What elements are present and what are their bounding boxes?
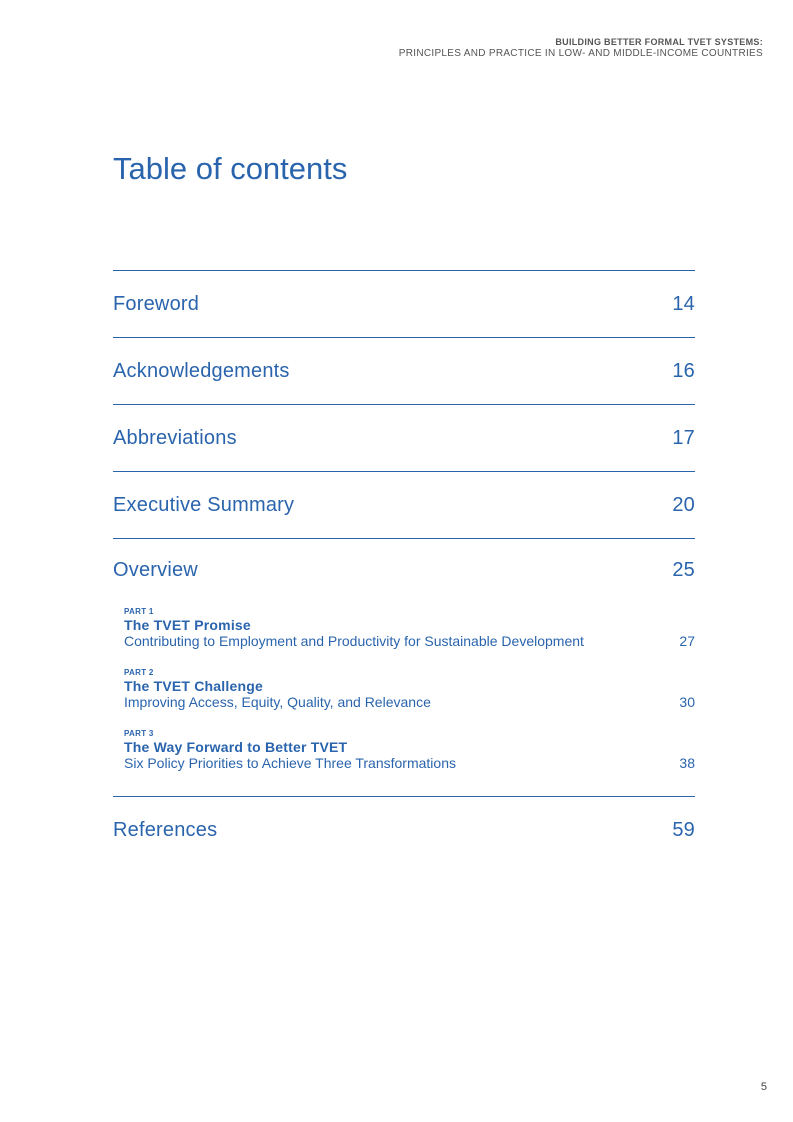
toc-entry-page: 16 bbox=[672, 359, 695, 382]
part-subtitle: Improving Access, Equity, Quality, and Relevance bbox=[124, 694, 431, 710]
toc-entry-title: Acknowledgements bbox=[113, 359, 290, 382]
toc-entry-title: References bbox=[113, 818, 218, 841]
toc-entry-abbreviations[interactable] bbox=[113, 405, 695, 471]
part-page: 30 bbox=[679, 694, 695, 710]
page-title: Table of contents bbox=[113, 151, 348, 186]
part-label: PART 1 bbox=[124, 607, 154, 616]
toc-part-3[interactable] bbox=[124, 728, 695, 772]
part-row bbox=[124, 755, 695, 772]
toc-entry-references[interactable] bbox=[113, 797, 695, 863]
toc-entry-foreword[interactable] bbox=[113, 271, 695, 337]
toc-entry-title: Executive Summary bbox=[113, 493, 295, 516]
part-title: The Way Forward to Better TVET bbox=[124, 739, 348, 755]
toc-entry-page: 25 bbox=[672, 559, 695, 581]
part-subtitle: Six Policy Priorities to Achieve Three Transformations bbox=[124, 755, 456, 771]
toc-entry-acknowledgements[interactable] bbox=[113, 338, 695, 404]
toc-entry-title: Foreword bbox=[113, 292, 200, 315]
running-header bbox=[399, 36, 763, 60]
part-title: The TVET Promise bbox=[124, 617, 251, 633]
toc-entry-title: Overview bbox=[113, 559, 198, 581]
part-row bbox=[124, 694, 695, 711]
toc-entry-page: 20 bbox=[672, 493, 695, 516]
overview-parts bbox=[113, 582, 695, 796]
toc-entry-page: 14 bbox=[672, 292, 695, 315]
part-row bbox=[124, 633, 695, 650]
toc-entry-page: 59 bbox=[672, 818, 695, 841]
header-title: BUILDING BETTER FORMAL TVET SYSTEMS: bbox=[555, 37, 763, 47]
part-label: PART 3 bbox=[124, 729, 154, 738]
part-page: 27 bbox=[679, 633, 695, 649]
part-page: 38 bbox=[679, 755, 695, 771]
toc-part-2[interactable] bbox=[124, 667, 695, 711]
toc-entry-executive-summary[interactable] bbox=[113, 472, 695, 538]
header-subtitle: PRINCIPLES AND PRACTICE IN LOW- AND MIDDLE-INCOME COUNTRIES bbox=[398, 48, 763, 59]
part-subtitle: Contributing to Employment and Productivity for Sustainable Development bbox=[124, 633, 584, 649]
table-of-contents bbox=[113, 270, 695, 863]
page-number: 5 bbox=[760, 1081, 767, 1093]
part-title: The TVET Challenge bbox=[124, 678, 263, 694]
part-label: PART 2 bbox=[124, 668, 154, 677]
toc-entry-page: 17 bbox=[672, 426, 695, 449]
toc-entry-title: Abbreviations bbox=[113, 426, 237, 449]
toc-part-1[interactable] bbox=[124, 606, 695, 650]
toc-entry-overview[interactable] bbox=[113, 539, 695, 582]
